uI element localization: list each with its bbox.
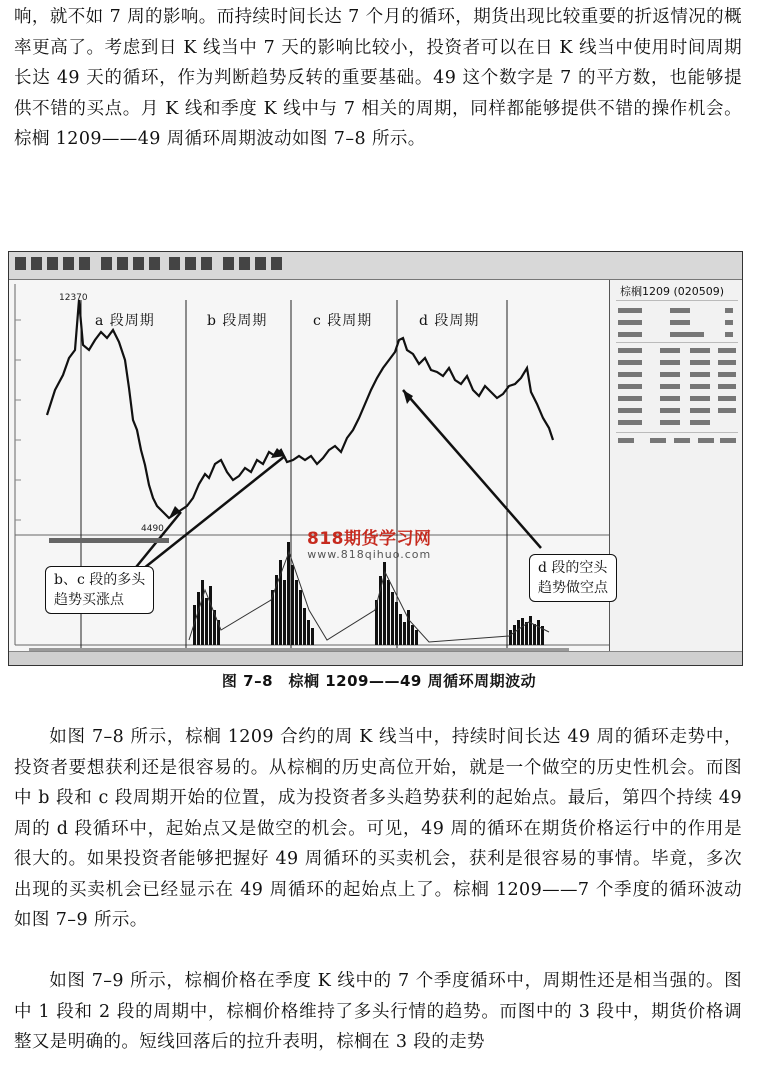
callout-long: [45, 566, 154, 614]
toolbar-icon[interactable]: [101, 257, 112, 270]
toolbar: [9, 252, 742, 280]
toolbar-icon[interactable]: [117, 257, 128, 270]
quote-panel: [609, 280, 743, 652]
toolbar-icon[interactable]: [47, 257, 58, 270]
callout-short-line2: 趋势做空点: [538, 580, 608, 596]
quote-panel-title: 棕榈1209 (020509): [620, 285, 725, 298]
toolbar-icon[interactable]: [133, 257, 144, 270]
callout-short-line1: d 段的空头: [538, 560, 608, 576]
status-bar: [9, 651, 742, 665]
price-series: [47, 300, 553, 518]
toolbar-icon[interactable]: [185, 257, 196, 270]
toolbar-icon[interactable]: [149, 257, 160, 270]
paragraph-continued: [14, 966, 742, 1058]
paragraph-analysis: [14, 722, 742, 936]
watermark-url: www.818qihuo.com: [307, 548, 432, 561]
volume-average: [189, 552, 549, 642]
paragraph-continued-text: 如图 7–9 所示，棕榈价格在季度 K 线中的 7 个季度循环中，周期性还是相当强的。图中 1 段和 2 段的周期中，棕榈价格维持了多头行情的趋势。而图中的 3 段中，期货价格调整又是明确的。短线回落后的拉升表明，棕榈在 3 段的走势: [14, 971, 742, 1052]
segment-label-d: d 段周期: [419, 313, 480, 329]
callout-long-line1: b、c 段的多头: [54, 572, 146, 588]
toolbar-icon[interactable]: [15, 257, 26, 270]
segment-label-a: a 段周期: [95, 313, 155, 329]
toolbar-icon[interactable]: [239, 257, 250, 270]
paragraph-intro: 响，就不如 7 周的影响。而持续时间长达 7 个月的循环，期货出现比较重要的折返情况的概率更高了。考虑到日 K 线当中 7 天的影响比较小，投资者可以在日 K 线当中使用时间周期长达 49 天的循环，作为判断趋势反转的重要基础。49 这个数字是 7 的平方数，也能够提供不错的买点。月 K 线和季度 K 线中与 7 相关的周期，同样都能够提供不错的操作机会。棕榈 1209——49 周循环周期波动如图 7–8 所示。: [14, 7, 742, 149]
segment-label-b: b 段周期: [207, 313, 268, 329]
chart-figure: [8, 251, 743, 666]
callout-short: [529, 554, 617, 602]
toolbar-icon[interactable]: [201, 257, 212, 270]
callout-long-line2: 趋势买涨点: [54, 592, 124, 608]
toolbar-icon[interactable]: [79, 257, 90, 270]
toolbar-icon[interactable]: [271, 257, 282, 270]
figure-caption: 图 7–8 棕榈 1209——49 周循环周期波动: [221, 672, 537, 690]
watermark-logo: [307, 524, 432, 561]
price-high-label: 12370: [59, 293, 88, 303]
toolbar-icon[interactable]: [169, 257, 180, 270]
toolbar-icon[interactable]: [63, 257, 74, 270]
toolbar-icon[interactable]: [223, 257, 234, 270]
watermark-text: 818期货学习网: [307, 529, 432, 549]
segment-label-c: c 段周期: [313, 313, 373, 329]
price-low-label: 4490: [141, 524, 164, 534]
toolbar-icon[interactable]: [255, 257, 266, 270]
toolbar-icon[interactable]: [31, 257, 42, 270]
paragraph-analysis-text: 如图 7–8 所示，棕榈 1209 合约的周 K 线当中，持续时间长达 49 周的循环走势中，投资者要想获利还是很容易的。从棕榈的历史高位开始，就是一个做空的历史性机会。而图中 b 段和 c 段周期开始的位置，成为投资者多头趋势获利的起始点。最后，第四个持续 49 周的 d 段循环中，起始点又是做空的机会。可见，49 周的循环在期货价格运行中的作用是很大的。如果投资者能够把握好 49 周循环的买卖机会，获利是很容易的事情。毕竟，多次出现的买卖机会已经显示在 49 周循环的起始点上了。棕榈 1209——7 个季度的循环波动如图 7–9 所示。: [14, 727, 742, 930]
